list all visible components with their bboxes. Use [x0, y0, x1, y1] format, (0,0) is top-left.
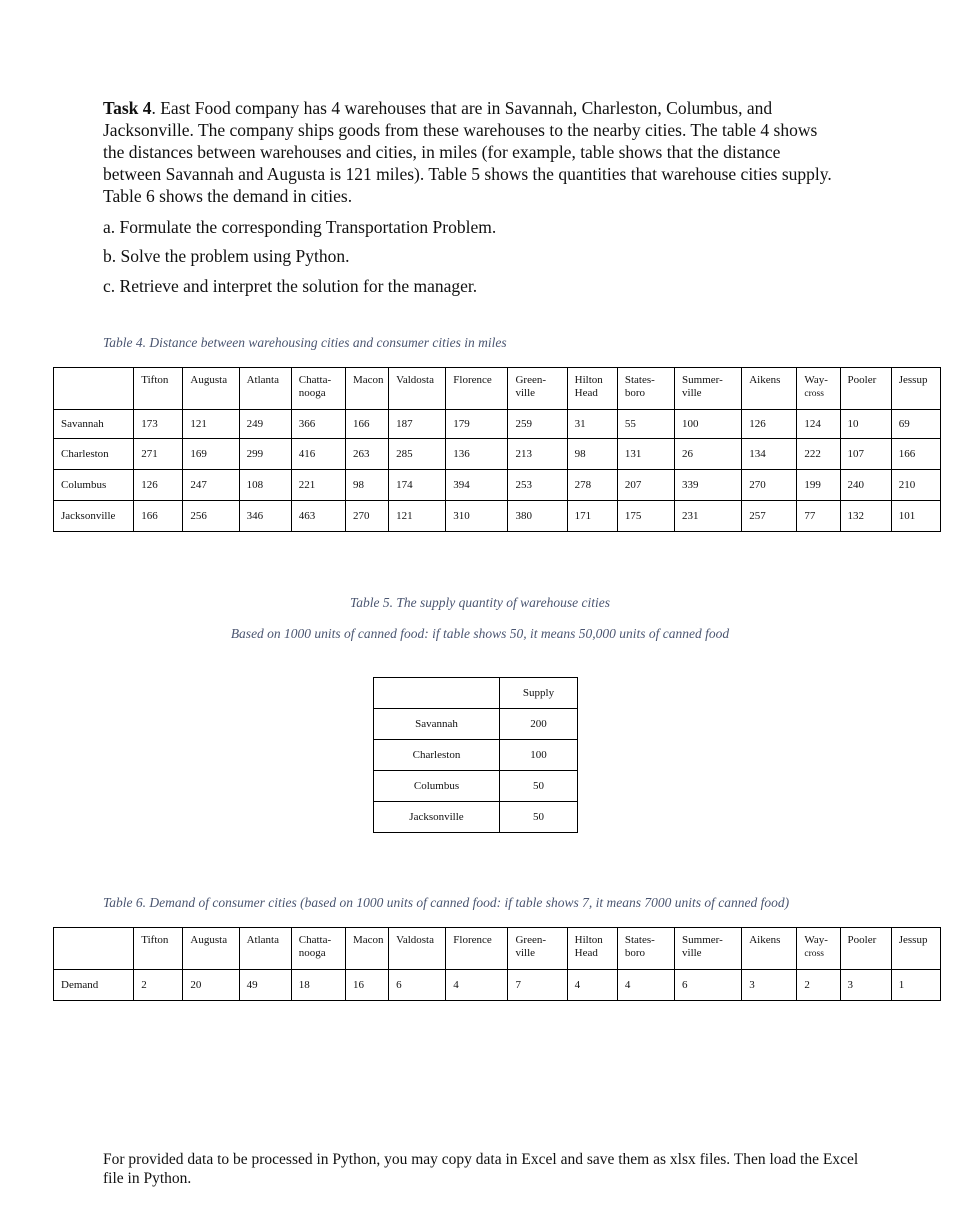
supply-table	[373, 677, 578, 833]
distance-cell: 169	[183, 439, 239, 470]
row-label: Charleston	[374, 740, 500, 771]
demand-cell: 2	[797, 970, 840, 1001]
distance-cell: 131	[617, 439, 674, 470]
distance-cell: 380	[508, 501, 567, 532]
distance-cell: 100	[675, 410, 742, 439]
distance-cell: 278	[567, 470, 617, 501]
row-label: Savannah	[54, 410, 134, 439]
distance-cell: 187	[389, 410, 446, 439]
column-header: Green- ville	[508, 368, 567, 410]
distance-cell: 416	[291, 439, 345, 470]
table-row	[374, 802, 578, 833]
column-header: Atlanta	[239, 928, 291, 970]
distance-cell: 10	[840, 410, 891, 439]
table-row	[374, 771, 578, 802]
distance-cell: 166	[891, 439, 940, 470]
distance-cell: 108	[239, 470, 291, 501]
task-intro: . East Food company has 4 warehouses that are in Savannah, Charleston, Columbus, and Jacksonville. The company ships goods from these warehouses to the nearby cities. The table 4 shows the distances between warehouses and cities, in miles (for example, table shows that the distance between Savannah and Augusta is 121 miles). Table 5 shows the quantities that warehouse cities supply. Table 6 shows the demand in cities.	[103, 98, 832, 206]
column-header: Tifton	[134, 928, 183, 970]
column-header: Valdosta	[389, 368, 446, 410]
column-header: Chatta- nooga	[291, 928, 345, 970]
distance-cell: 174	[389, 470, 446, 501]
distance-cell: 249	[239, 410, 291, 439]
demand-cell: 16	[345, 970, 388, 1001]
distance-cell: 69	[891, 410, 940, 439]
distance-cell: 263	[345, 439, 388, 470]
distance-cell: 285	[389, 439, 446, 470]
column-header: Valdosta	[389, 928, 446, 970]
column-header: States- boro	[617, 368, 674, 410]
distance-cell: 121	[389, 501, 446, 532]
demand-cell: 7	[508, 970, 567, 1001]
distance-cell: 256	[183, 501, 239, 532]
distance-cell: 132	[840, 501, 891, 532]
distance-cell: 213	[508, 439, 567, 470]
task-label: Task 4	[103, 98, 152, 118]
row-label: Columbus	[374, 771, 500, 802]
header-row	[54, 368, 941, 410]
distance-cell: 222	[797, 439, 840, 470]
distance-cell: 121	[183, 410, 239, 439]
distance-cell: 257	[742, 501, 797, 532]
distance-cell: 171	[567, 501, 617, 532]
demand-cell: 1	[891, 970, 940, 1001]
table4-caption: Table 4. Distance between warehousing cities and consumer cities in miles	[103, 335, 507, 350]
demand-cell: 4	[567, 970, 617, 1001]
distance-cell: 270	[742, 470, 797, 501]
distance-cell: 77	[797, 501, 840, 532]
corner-cell	[54, 368, 134, 410]
demand-cell: 6	[389, 970, 446, 1001]
table-row	[54, 501, 941, 532]
distance-cell: 339	[675, 470, 742, 501]
table5-subcaption: Based on 1000 units of canned food: if table shows 50, it means 50,000 units of canned food	[230, 626, 730, 641]
demand-cell: 6	[675, 970, 742, 1001]
distance-cell: 126	[134, 470, 183, 501]
distance-cell: 98	[567, 439, 617, 470]
distance-cell: 271	[134, 439, 183, 470]
distance-cell: 166	[345, 410, 388, 439]
row-label: Jacksonville	[54, 501, 134, 532]
distance-cell: 240	[840, 470, 891, 501]
distance-cell: 210	[891, 470, 940, 501]
distance-table	[53, 367, 941, 532]
distance-cell: 270	[345, 501, 388, 532]
corner-cell	[374, 678, 500, 709]
distance-cell: 101	[891, 501, 940, 532]
row-label: Savannah	[374, 709, 500, 740]
distance-cell: 134	[742, 439, 797, 470]
demand-cell: 4	[446, 970, 508, 1001]
column-header: Way- cross	[797, 368, 840, 410]
table-row	[54, 970, 941, 1001]
distance-cell: 207	[617, 470, 674, 501]
distance-cell: 166	[134, 501, 183, 532]
demand-cell: 20	[183, 970, 239, 1001]
distance-cell: 247	[183, 470, 239, 501]
table5-caption: Table 5. The supply quantity of warehouse cities	[350, 595, 610, 610]
row-label: Demand	[54, 970, 134, 1001]
distance-cell: 31	[567, 410, 617, 439]
distance-cell: 310	[446, 501, 508, 532]
supply-cell: 100	[500, 740, 578, 771]
distance-cell: 26	[675, 439, 742, 470]
table-row	[54, 439, 941, 470]
demand-cell: 3	[840, 970, 891, 1001]
demand-cell: 18	[291, 970, 345, 1001]
distance-cell: 175	[617, 501, 674, 532]
distance-cell: 199	[797, 470, 840, 501]
distance-cell: 463	[291, 501, 345, 532]
distance-cell: 55	[617, 410, 674, 439]
column-header: Summer- ville	[675, 368, 742, 410]
table-row	[374, 740, 578, 771]
distance-cell: 231	[675, 501, 742, 532]
header-row	[374, 678, 578, 709]
table-row	[374, 709, 578, 740]
distance-cell: 259	[508, 410, 567, 439]
task-description	[103, 97, 843, 207]
column-header: Atlanta	[239, 368, 291, 410]
distance-cell: 98	[345, 470, 388, 501]
column-header: Aikens	[742, 368, 797, 410]
column-header: Chatta- nooga	[291, 368, 345, 410]
column-header: Aikens	[742, 928, 797, 970]
demand-cell: 49	[239, 970, 291, 1001]
table-row	[54, 470, 941, 501]
header-row	[54, 928, 941, 970]
column-header: Way- cross	[797, 928, 840, 970]
row-label: Jacksonville	[374, 802, 500, 833]
task-item-c: c. Retrieve and interpret the solution for the manager.	[103, 276, 478, 296]
table6-caption: Table 6. Demand of consumer cities (based on 1000 units of canned food: if table shows 7, it means 7000 units of canned food)	[103, 895, 790, 910]
distance-cell: 136	[446, 439, 508, 470]
distance-cell: 126	[742, 410, 797, 439]
column-header: Florence	[446, 368, 508, 410]
distance-cell: 107	[840, 439, 891, 470]
task-item-a: a. Formulate the corresponding Transportation Problem.	[103, 217, 497, 237]
distance-cell: 221	[291, 470, 345, 501]
column-header: Supply	[500, 678, 578, 709]
supply-cell: 50	[500, 802, 578, 833]
distance-cell: 366	[291, 410, 345, 439]
corner-cell	[54, 928, 134, 970]
column-header: Augusta	[183, 928, 239, 970]
distance-cell: 124	[797, 410, 840, 439]
supply-cell: 200	[500, 709, 578, 740]
demand-cell: 3	[742, 970, 797, 1001]
column-header: Hilton Head	[567, 928, 617, 970]
demand-table	[53, 927, 941, 1001]
column-header: Tifton	[134, 368, 183, 410]
distance-cell: 179	[446, 410, 508, 439]
column-header: Augusta	[183, 368, 239, 410]
column-header: Macon	[345, 928, 388, 970]
demand-cell: 4	[617, 970, 674, 1001]
column-header: Macon	[345, 368, 388, 410]
column-header: Pooler	[840, 928, 891, 970]
demand-cell: 2	[134, 970, 183, 1001]
row-label: Charleston	[54, 439, 134, 470]
table-row	[54, 410, 941, 439]
footer-note: For provided data to be processed in Python, you may copy data in Excel and save them as xlsx files. Then load the Excel file in Python.	[103, 1151, 859, 1187]
column-header: States- boro	[617, 928, 674, 970]
task-item-b: b. Solve the problem using Python.	[103, 246, 350, 266]
distance-cell: 346	[239, 501, 291, 532]
distance-cell: 299	[239, 439, 291, 470]
column-header: Summer- ville	[675, 928, 742, 970]
distance-cell: 253	[508, 470, 567, 501]
distance-cell: 394	[446, 470, 508, 501]
row-label: Columbus	[54, 470, 134, 501]
column-header: Jessup	[891, 368, 940, 410]
column-header: Hilton Head	[567, 368, 617, 410]
distance-cell: 173	[134, 410, 183, 439]
column-header: Florence	[446, 928, 508, 970]
supply-cell: 50	[500, 771, 578, 802]
column-header: Jessup	[891, 928, 940, 970]
column-header: Pooler	[840, 368, 891, 410]
column-header: Green- ville	[508, 928, 567, 970]
